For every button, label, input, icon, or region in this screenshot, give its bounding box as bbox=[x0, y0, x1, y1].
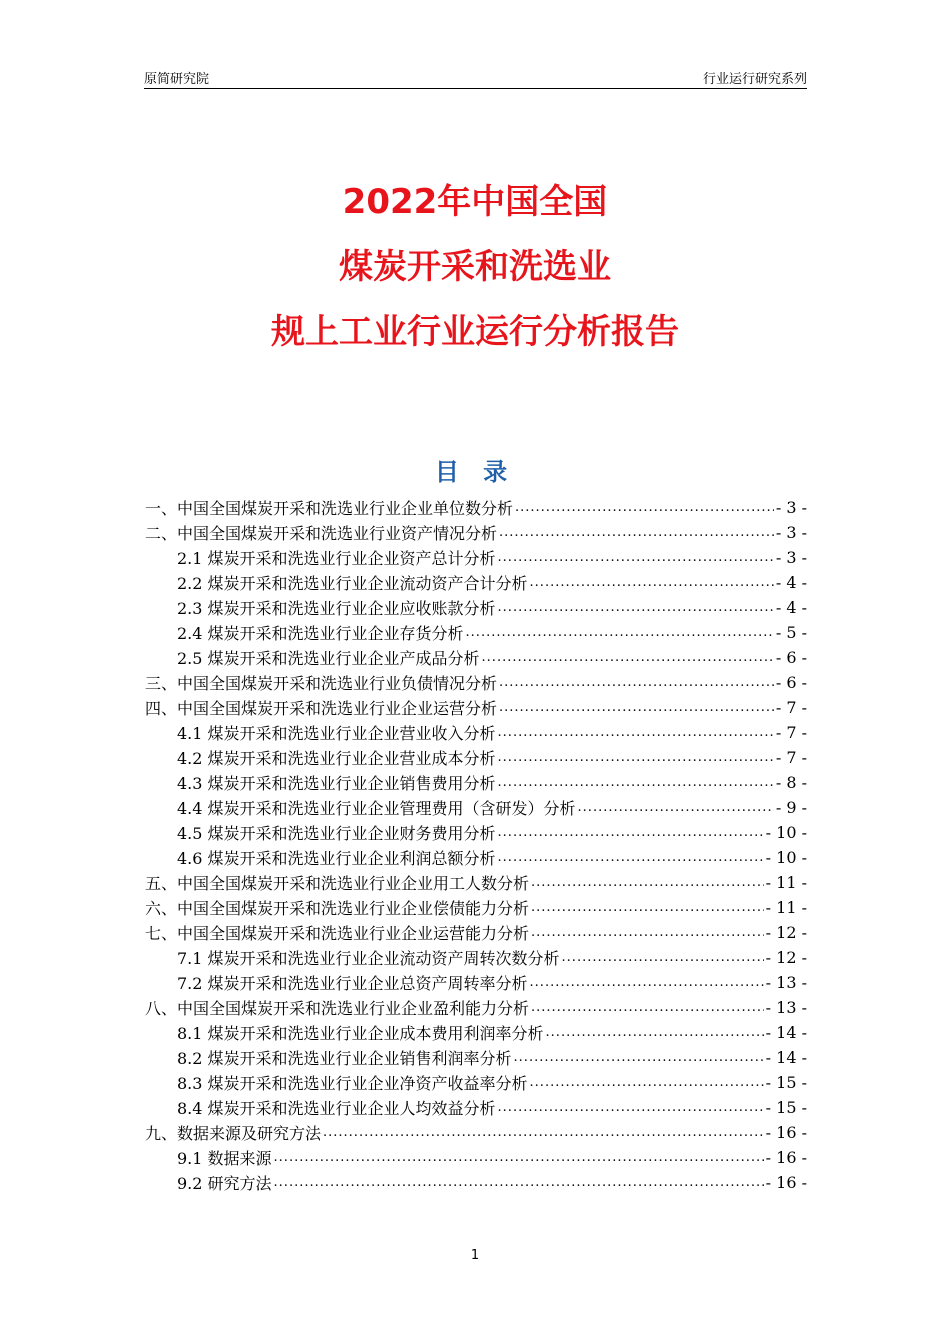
toc-entry-page: - 16 - bbox=[765, 1123, 807, 1142]
toc-entry-page: - 10 - bbox=[765, 823, 807, 842]
toc-entry[interactable] bbox=[145, 720, 807, 745]
toc-entry[interactable] bbox=[145, 820, 807, 845]
toc-dot-leader bbox=[499, 675, 774, 690]
toc-entry-page: - 15 - bbox=[765, 1098, 807, 1117]
toc-entry-label: 一、中国全国煤炭开采和洗选业行业企业单位数分析 bbox=[145, 499, 514, 518]
toc-entry-label: 4.4 煤炭开采和洗选业行业企业管理费用（含研发）分析 bbox=[177, 799, 576, 818]
toc-entry[interactable] bbox=[145, 620, 807, 645]
toc-entry[interactable] bbox=[145, 870, 807, 895]
toc-entry-page: - 16 - bbox=[765, 1173, 807, 1192]
toc-dot-leader bbox=[531, 875, 764, 890]
toc-entry-page: - 13 - bbox=[765, 973, 807, 992]
toc-entry[interactable] bbox=[145, 670, 807, 695]
toc-dot-leader bbox=[466, 625, 774, 640]
toc-entry-page: - 11 - bbox=[765, 898, 807, 917]
toc-entry[interactable] bbox=[145, 1020, 807, 1045]
toc-dot-leader bbox=[530, 975, 764, 990]
toc-entry-label: 8.3 煤炭开采和洗选业行业企业净资产收益率分析 bbox=[177, 1074, 528, 1093]
toc-dot-leader bbox=[562, 950, 764, 965]
page-header bbox=[144, 66, 807, 89]
toc-entry-label: 8.1 煤炭开采和洗选业行业企业成本费用利润率分析 bbox=[177, 1024, 544, 1043]
table-of-contents bbox=[145, 495, 807, 1195]
toc-entry-label: 7.2 煤炭开采和洗选业行业企业总资产周转率分析 bbox=[177, 974, 528, 993]
toc-entry-page: - 12 - bbox=[765, 923, 807, 942]
toc-entry-page: - 7 - bbox=[775, 723, 807, 742]
toc-entry-page: - 3 - bbox=[775, 523, 807, 542]
toc-dot-leader bbox=[499, 525, 774, 540]
toc-entry[interactable] bbox=[145, 1120, 807, 1145]
toc-entry-page: - 14 - bbox=[765, 1048, 807, 1067]
toc-entry-label: 三、中国全国煤炭开采和洗选业行业负债情况分析 bbox=[145, 674, 498, 693]
toc-entry-page: - 13 - bbox=[765, 998, 807, 1017]
toc-entry[interactable] bbox=[145, 745, 807, 770]
toc-entry-label: 七、中国全国煤炭开采和洗选业行业企业运营能力分析 bbox=[145, 924, 530, 943]
toc-entry-page: - 12 - bbox=[765, 948, 807, 967]
toc-dot-leader bbox=[531, 900, 764, 915]
toc-dot-leader bbox=[578, 800, 774, 815]
toc-entry[interactable] bbox=[145, 1045, 807, 1070]
report-title-line-1: 2022年中国全国 bbox=[342, 182, 608, 222]
toc-entry[interactable] bbox=[145, 995, 807, 1020]
toc-entry-label: 2.2 煤炭开采和洗选业行业企业流动资产合计分析 bbox=[177, 574, 528, 593]
toc-dot-leader bbox=[499, 700, 774, 715]
toc-entry[interactable] bbox=[145, 970, 807, 995]
toc-entry-label: 四、中国全国煤炭开采和洗选业行业企业运营分析 bbox=[145, 699, 498, 718]
toc-entry-label: 4.3 煤炭开采和洗选业行业企业销售费用分析 bbox=[177, 774, 496, 793]
toc-dot-leader bbox=[498, 600, 774, 615]
toc-entry[interactable] bbox=[145, 795, 807, 820]
toc-entry-page: - 15 - bbox=[765, 1073, 807, 1092]
toc-dot-leader bbox=[546, 1025, 764, 1040]
toc-entry-label: 2.1 煤炭开采和洗选业行业企业资产总计分析 bbox=[177, 549, 496, 568]
toc-dot-leader bbox=[482, 650, 774, 665]
toc-entry[interactable] bbox=[145, 695, 807, 720]
toc-dot-leader bbox=[498, 550, 774, 565]
toc-entry-page: - 5 - bbox=[775, 623, 807, 642]
toc-entry[interactable] bbox=[145, 645, 807, 670]
toc-entry-page: - 16 - bbox=[765, 1148, 807, 1167]
toc-dot-leader bbox=[530, 575, 774, 590]
toc-entry[interactable] bbox=[145, 1145, 807, 1170]
toc-entry-page: - 10 - bbox=[765, 848, 807, 867]
toc-entry-label: 2.4 煤炭开采和洗选业行业企业存货分析 bbox=[177, 624, 464, 643]
toc-dot-leader bbox=[274, 1175, 764, 1190]
toc-entry[interactable] bbox=[145, 595, 807, 620]
toc-entry-label: 六、中国全国煤炭开采和洗选业行业企业偿债能力分析 bbox=[145, 899, 530, 918]
toc-dot-leader bbox=[531, 1000, 764, 1015]
toc-entry[interactable] bbox=[145, 570, 807, 595]
header-org-name: 原简研究院 bbox=[144, 72, 210, 87]
toc-dot-leader bbox=[531, 925, 764, 940]
toc-entry[interactable] bbox=[145, 520, 807, 545]
toc-entry-label: 五、中国全国煤炭开采和洗选业行业企业用工人数分析 bbox=[145, 874, 530, 893]
toc-entry-label: 4.6 煤炭开采和洗选业行业企业利润总额分析 bbox=[177, 849, 496, 868]
report-title-line-2: 煤炭开采和洗选业 bbox=[339, 247, 611, 287]
toc-entry-label: 9.2 研究方法 bbox=[177, 1174, 272, 1193]
toc-dot-leader bbox=[514, 1050, 764, 1065]
toc-dot-leader bbox=[323, 1125, 764, 1140]
toc-dot-leader bbox=[498, 850, 764, 865]
toc-entry-page: - 14 - bbox=[765, 1023, 807, 1042]
toc-dot-leader bbox=[498, 775, 774, 790]
toc-entry[interactable] bbox=[145, 920, 807, 945]
toc-entry-label: 2.3 煤炭开采和洗选业行业企业应收账款分析 bbox=[177, 599, 496, 618]
toc-entry[interactable] bbox=[145, 1070, 807, 1095]
toc-entry[interactable] bbox=[145, 945, 807, 970]
toc-entry-page: - 4 - bbox=[775, 598, 807, 617]
toc-entry-page: - 3 - bbox=[775, 548, 807, 567]
toc-dot-leader bbox=[498, 825, 764, 840]
toc-dot-leader bbox=[530, 1075, 764, 1090]
toc-entry[interactable] bbox=[145, 895, 807, 920]
toc-entry-label: 2.5 煤炭开采和洗选业行业企业产成品分析 bbox=[177, 649, 480, 668]
toc-entry[interactable] bbox=[145, 770, 807, 795]
toc-dot-leader bbox=[274, 1150, 764, 1165]
toc-entry-label: 九、数据来源及研究方法 bbox=[145, 1124, 322, 1143]
toc-entry[interactable] bbox=[145, 845, 807, 870]
toc-heading: 目 录 bbox=[434, 458, 516, 486]
toc-entry-label: 8.4 煤炭开采和洗选业行业企业人均效益分析 bbox=[177, 1099, 496, 1118]
toc-entry-page: - 9 - bbox=[775, 798, 807, 817]
toc-entry-label: 8.2 煤炭开采和洗选业行业企业销售利润率分析 bbox=[177, 1049, 512, 1068]
toc-entry[interactable] bbox=[145, 545, 807, 570]
toc-entry-label: 4.2 煤炭开采和洗选业行业企业营业成本分析 bbox=[177, 749, 496, 768]
toc-entry-label: 4.1 煤炭开采和洗选业行业企业营业收入分析 bbox=[177, 724, 496, 743]
page-number: 1 bbox=[470, 1248, 480, 1263]
toc-dot-leader bbox=[515, 500, 774, 515]
toc-dot-leader bbox=[498, 750, 774, 765]
toc-entry-page: - 11 - bbox=[765, 873, 807, 892]
toc-entry-label: 7.1 煤炭开采和洗选业行业企业流动资产周转次数分析 bbox=[177, 949, 560, 968]
toc-entry-page: - 8 - bbox=[775, 773, 807, 792]
toc-entry[interactable] bbox=[145, 495, 807, 520]
report-title-line-3: 规上工业行业运行分析报告 bbox=[271, 312, 679, 352]
toc-dot-leader bbox=[498, 1100, 764, 1115]
toc-entry-page: - 4 - bbox=[775, 573, 807, 592]
toc-entry-page: - 6 - bbox=[775, 673, 807, 692]
toc-entry-label: 八、中国全国煤炭开采和洗选业行业企业盈利能力分析 bbox=[145, 999, 530, 1018]
toc-entry-label: 二、中国全国煤炭开采和洗选业行业资产情况分析 bbox=[145, 524, 498, 543]
toc-entry-page: - 7 - bbox=[775, 698, 807, 717]
toc-entry-label: 4.5 煤炭开采和洗选业行业企业财务费用分析 bbox=[177, 824, 496, 843]
toc-entry-page: - 6 - bbox=[775, 648, 807, 667]
toc-entry-page: - 3 - bbox=[775, 498, 807, 517]
header-series-name: 行业运行研究系列 bbox=[702, 72, 807, 87]
toc-entry[interactable] bbox=[145, 1095, 807, 1120]
toc-entry-page: - 7 - bbox=[775, 748, 807, 767]
toc-entry[interactable] bbox=[145, 1170, 807, 1195]
toc-dot-leader bbox=[498, 725, 774, 740]
toc-entry-label: 9.1 数据来源 bbox=[177, 1149, 272, 1168]
